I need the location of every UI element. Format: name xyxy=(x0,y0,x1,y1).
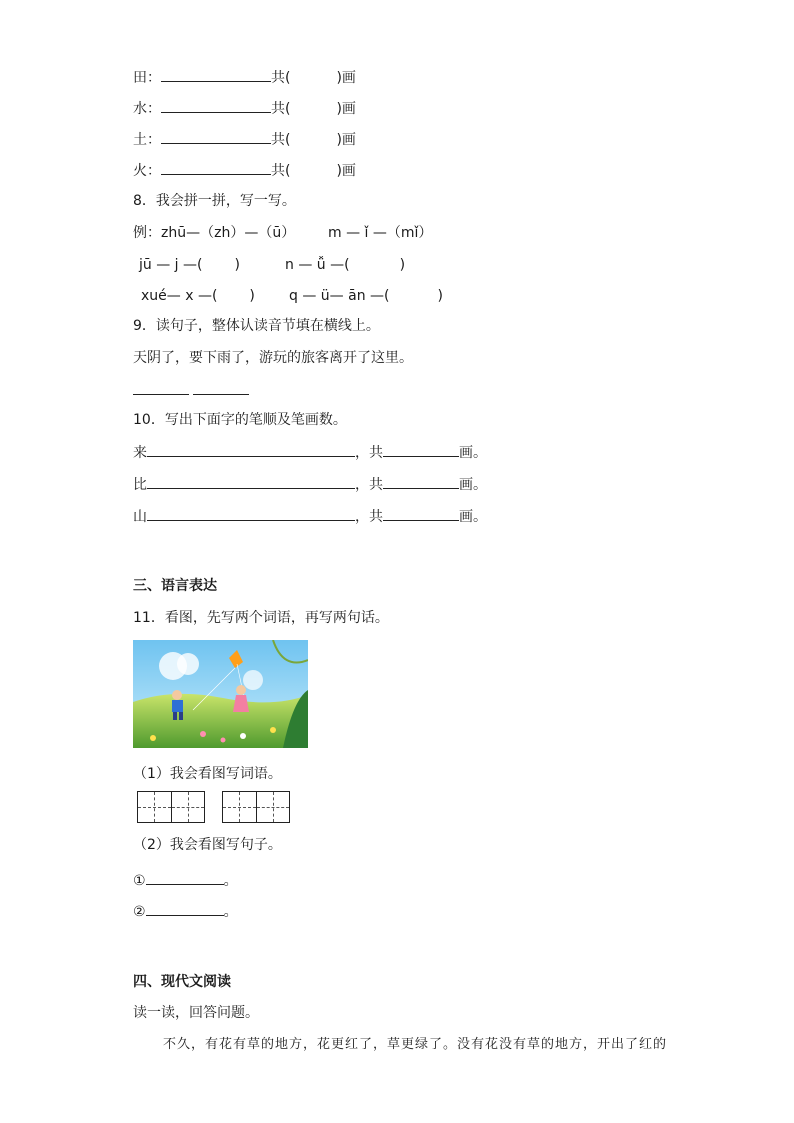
answer-blank[interactable] xyxy=(383,506,459,521)
q7-gong: 共( xyxy=(271,132,291,148)
answer-blank[interactable] xyxy=(161,98,271,113)
q8-row1-right: n — ǚ —( ) xyxy=(285,257,406,273)
q9-title: 9．读句子，整体认读音节填在横线上。 xyxy=(133,318,380,334)
answer-blank[interactable] xyxy=(146,870,224,885)
q8-example-left: 例：zhū—（zh）—（ū） xyxy=(133,225,296,241)
q7-gong: 共( xyxy=(271,101,291,117)
answer-blank[interactable] xyxy=(193,380,249,395)
answer-blank[interactable] xyxy=(146,901,224,916)
q9-blanks xyxy=(133,380,249,400)
q7-row xyxy=(133,160,356,180)
q10-row: 来 ，共 画。 xyxy=(133,442,487,462)
q7-gong: 共( xyxy=(271,163,291,179)
q10-title: 10．写出下面字的笔顺及笔画数。 xyxy=(133,412,347,428)
q7-hua: )画 xyxy=(336,132,356,148)
q7-hua: )画 xyxy=(336,101,356,117)
q8-row2-right: q — ü— ān —( ) xyxy=(289,288,443,304)
answer-blank[interactable] xyxy=(383,442,459,457)
sentence-line-1: ① 。 xyxy=(133,870,238,890)
answer-blank[interactable] xyxy=(133,380,189,395)
q8-row2-left: xué— x —( ) xyxy=(141,288,255,304)
answer-blank[interactable] xyxy=(147,474,355,489)
q7-hua: )画 xyxy=(336,70,356,86)
section-heading: 三、语言表达 xyxy=(133,578,217,594)
q7-row xyxy=(133,67,356,87)
q7-hua: )画 xyxy=(336,163,356,179)
answer-blank[interactable] xyxy=(147,506,355,521)
q10-row: 比 ，共 画。 xyxy=(133,474,487,494)
q7-char: 田： xyxy=(133,70,161,86)
q7-char: 水： xyxy=(133,101,161,117)
q10-row: 山 ，共 画。 xyxy=(133,506,487,526)
q8-example-right: m — ǐ —（mǐ） xyxy=(328,225,433,241)
q8-title: 8．我会拼一拼，写一写。 xyxy=(133,193,296,209)
sub-question-1: （1）我会看图写词语。 xyxy=(133,766,282,782)
answer-blank[interactable] xyxy=(161,160,271,175)
answer-blank[interactable] xyxy=(161,67,271,82)
q7-char: 火： xyxy=(133,163,161,179)
sentence-line-2: ② 。 xyxy=(133,901,238,921)
q11-title: 11．看图，先写两个词语，再写两句话。 xyxy=(133,610,389,626)
section-heading: 四、现代文阅读 xyxy=(133,974,231,990)
answer-blank[interactable] xyxy=(161,129,271,144)
reading-instruction: 读一读，回答问题。 xyxy=(133,1005,259,1021)
word-grid[interactable] xyxy=(137,791,205,823)
answer-blank[interactable] xyxy=(147,442,355,457)
answer-blank[interactable] xyxy=(383,474,459,489)
sub-question-2: （2）我会看图写句子。 xyxy=(133,837,282,853)
q8-row1-left: jū — j —( ) xyxy=(139,257,240,273)
kite-illustration xyxy=(133,640,308,748)
reading-passage: 不久，有花有草的地方，花更红了，草更绿了。没有花没有草的地方，开出了红的 xyxy=(163,1037,668,1052)
q7-row xyxy=(133,129,356,149)
q9-sentence: 天阴了，要下雨了，游玩的旅客离开了这里。 xyxy=(133,350,413,366)
q7-row xyxy=(133,98,356,118)
word-grid[interactable] xyxy=(222,791,290,823)
q7-gong: 共( xyxy=(271,70,291,86)
q7-char: 土： xyxy=(133,132,161,148)
